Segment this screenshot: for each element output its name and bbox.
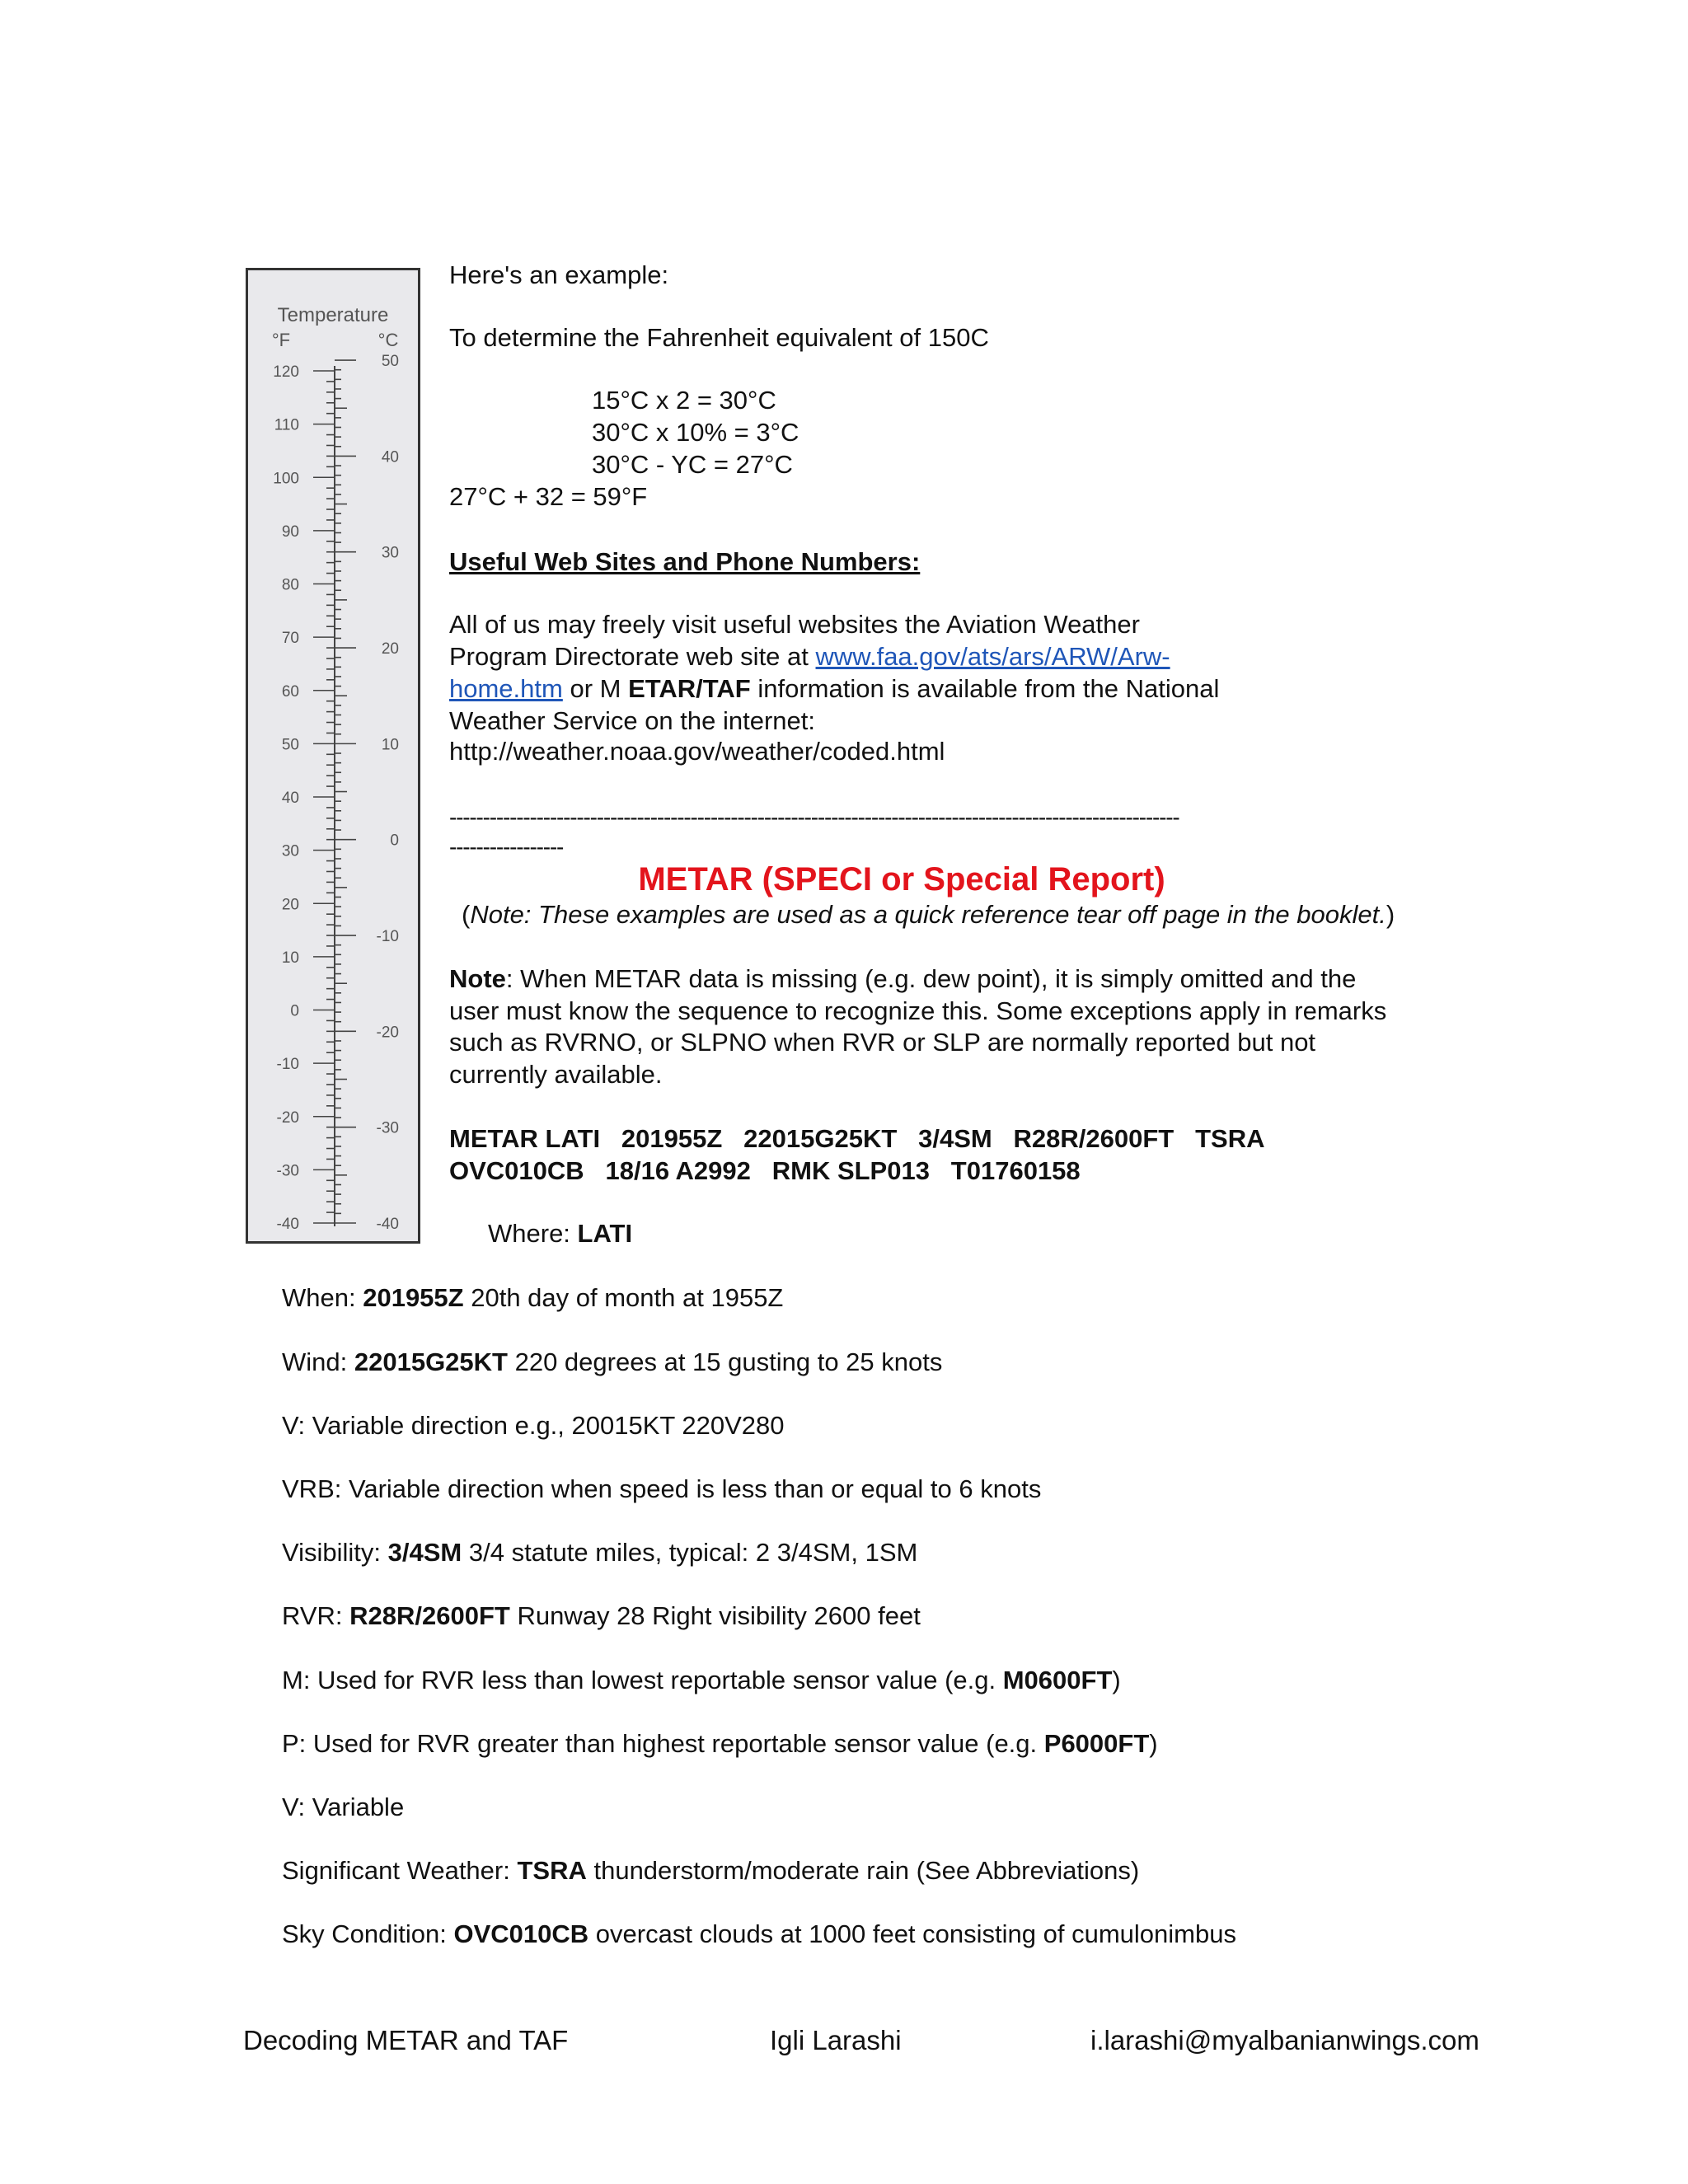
note-paragraph-line-3: such as RVRNO, or SLPNO when RVR or SLP are normally reported but not bbox=[449, 1028, 1316, 1057]
decode-desc: overcast clouds at 1000 feet consisting of cumulonimbus bbox=[588, 1919, 1236, 1948]
decode-tail: ) bbox=[1149, 1729, 1158, 1758]
noaa-url: http://weather.noaa.gov/weather/coded.html bbox=[449, 737, 945, 766]
where-line bbox=[488, 1217, 632, 1250]
decode-code: 22015G25KT bbox=[354, 1347, 508, 1376]
decode-label: Sky Condition: bbox=[282, 1919, 454, 1948]
fahrenheit-tick-label: 70 bbox=[281, 630, 299, 648]
decode-label: P: Used for RVR greater than highest reportable sensor value (e.g. bbox=[282, 1729, 1044, 1758]
separator-line-2: ----------------- bbox=[449, 834, 564, 860]
decode-desc: 3/4 statute miles, typical: 2 3/4SM, 1SM bbox=[462, 1538, 918, 1567]
decode-line bbox=[282, 1791, 404, 1824]
decode-label: When: bbox=[282, 1283, 363, 1312]
decode-line bbox=[282, 1536, 917, 1569]
note-line-1-text: : When METAR data is missing (e.g. dew point), it is simply omitted and the bbox=[505, 964, 1357, 993]
decode-code: OVC010CB bbox=[453, 1919, 589, 1948]
fahrenheit-tick-label: -30 bbox=[276, 1162, 299, 1180]
note-paragraph-line-2: user must know the sequence to recognize this. Some exceptions apply in remarks bbox=[449, 996, 1387, 1025]
fahrenheit-tick-label: -10 bbox=[276, 1056, 299, 1074]
decode-line bbox=[282, 1727, 1158, 1760]
fahrenheit-tick-label: 20 bbox=[281, 896, 299, 914]
decode-code: 3/4SM bbox=[387, 1538, 462, 1567]
calc-line-3: 30°C - YC = 27°C bbox=[592, 450, 793, 479]
decode-label: V: Variable direction e.g., 20015KT 220V280 bbox=[282, 1411, 785, 1440]
fahrenheit-tick-label: 60 bbox=[281, 682, 299, 701]
decode-code: M0600FT bbox=[1002, 1666, 1113, 1694]
fahrenheit-tick-label: 100 bbox=[273, 470, 299, 488]
footer-center: Igli Larashi bbox=[770, 2025, 902, 2055]
fahrenheit-tick-label: 10 bbox=[281, 949, 299, 967]
decode-line bbox=[282, 1854, 1139, 1887]
decode-tail: ) bbox=[1112, 1666, 1121, 1694]
decode-label: Visibility: bbox=[282, 1538, 388, 1567]
websites-heading: Useful Web Sites and Phone Numbers: bbox=[449, 547, 921, 576]
celsius-tick-label: -30 bbox=[376, 1119, 399, 1137]
decode-label: RVR: bbox=[282, 1601, 350, 1630]
metar-title: METAR (SPECI or Special Report) bbox=[638, 861, 1165, 898]
thermometer-title: Temperature bbox=[277, 304, 389, 326]
fahrenheit-tick-label: 120 bbox=[273, 363, 299, 381]
footer-left: Decoding METAR and TAF bbox=[243, 2025, 569, 2055]
faa-link[interactable]: www.faa.gov/ats/ars/ARW/Arw- bbox=[815, 642, 1170, 671]
metar-example-line-2: OVC010CB 18/16 A2992 RMK SLP013 T01760158 bbox=[449, 1156, 1081, 1185]
decode-code: R28R/2600FT bbox=[349, 1601, 510, 1630]
separator-line-1: ------------------------------------------------------------------------------------------------------------- bbox=[449, 804, 1179, 830]
celsius-unit: °C bbox=[377, 330, 399, 350]
celsius-tick-label: 10 bbox=[381, 736, 399, 754]
thermometer-figure bbox=[246, 268, 420, 1244]
decode-line bbox=[282, 1918, 1236, 1951]
decode-code: 201955Z bbox=[363, 1283, 464, 1312]
decode-label: V: Variable bbox=[282, 1793, 405, 1821]
note-open-paren: ( bbox=[462, 900, 471, 929]
note-paragraph-line-1 bbox=[449, 963, 1356, 996]
calc-line-2: 30°C x 10% = 3°C bbox=[592, 418, 799, 447]
celsius-tick-label: -40 bbox=[376, 1216, 399, 1233]
decode-line bbox=[282, 1282, 783, 1315]
websites-line-2-text: Program Directorate web site at bbox=[449, 642, 816, 671]
websites-line-4: Weather Service on the internet: bbox=[449, 706, 816, 735]
decode-desc: thunderstorm/moderate rain (See Abbreviations) bbox=[586, 1856, 1140, 1885]
fahrenheit-tick-label: 30 bbox=[281, 842, 299, 860]
metar-note bbox=[462, 898, 1395, 931]
decode-desc: 20th day of month at 1955Z bbox=[463, 1283, 784, 1312]
calc-line-1: 15°C x 2 = 30°C bbox=[592, 386, 776, 415]
decode-label: Significant Weather: bbox=[282, 1856, 518, 1885]
note-italic-text: Note: These examples are used as a quick reference tear off page in the booklet. bbox=[470, 900, 1386, 929]
determine-line: To determine the Fahrenheit equivalent of 150C bbox=[449, 323, 989, 352]
example-heading: Here's an example: bbox=[449, 260, 669, 289]
fahrenheit-tick-label: 0 bbox=[290, 1002, 299, 1020]
celsius-tick-label: 0 bbox=[390, 832, 399, 850]
where-value: LATI bbox=[577, 1219, 633, 1248]
decode-line bbox=[282, 1346, 942, 1379]
footer-email: i.larashi@myalbanianwings.com bbox=[1090, 2025, 1479, 2055]
decode-desc: 220 degrees at 15 gusting to 25 knots bbox=[507, 1347, 943, 1376]
note-close-paren: ) bbox=[1386, 900, 1395, 929]
fahrenheit-unit: °F bbox=[271, 330, 291, 350]
metar-example-line-1: METAR LATI 201955Z 22015G25KT 3/4SM R28R/2600FT TSRA bbox=[449, 1124, 1265, 1153]
decode-desc: Runway 28 Right visibility 2600 feet bbox=[509, 1601, 921, 1630]
fahrenheit-tick-label: 110 bbox=[274, 416, 299, 434]
decode-line bbox=[282, 1600, 921, 1633]
celsius-tick-label: -20 bbox=[376, 1024, 399, 1042]
celsius-tick-label: 30 bbox=[381, 544, 399, 562]
note-paragraph-line-4: currently available. bbox=[449, 1060, 663, 1089]
decode-code: P6000FT bbox=[1043, 1729, 1150, 1758]
celsius-tick-label: 40 bbox=[381, 448, 399, 466]
fahrenheit-tick-label: 80 bbox=[281, 576, 299, 594]
fahrenheit-tick-label: -40 bbox=[276, 1216, 299, 1233]
decode-code: TSRA bbox=[517, 1856, 587, 1885]
websites-line-3-mid: or M bbox=[562, 674, 629, 703]
celsius-tick-label: 20 bbox=[381, 640, 399, 658]
decode-line bbox=[282, 1409, 785, 1442]
decode-label: M: Used for RVR less than lowest reportable sensor value (e.g. bbox=[282, 1666, 1003, 1694]
fahrenheit-tick-label: 90 bbox=[281, 523, 299, 541]
fahrenheit-tick-label: 40 bbox=[281, 790, 299, 807]
where-label: Where: bbox=[488, 1219, 578, 1248]
fahrenheit-tick-label: -20 bbox=[276, 1108, 299, 1127]
note-label: Note bbox=[449, 964, 506, 993]
metar-taf-bold: ETAR/TAF bbox=[628, 674, 751, 703]
celsius-tick-label: -10 bbox=[376, 928, 399, 946]
thermometer-scale bbox=[248, 270, 418, 1241]
decode-line bbox=[282, 1664, 1121, 1697]
decode-label: Wind: bbox=[282, 1347, 354, 1376]
calc-line-4: 27°C + 32 = 59°F bbox=[449, 482, 648, 511]
decode-line bbox=[282, 1473, 1041, 1506]
websites-line-1: All of us may freely visit useful websites the Aviation Weather bbox=[449, 610, 1140, 639]
faa-link-continued[interactable]: home.htm bbox=[449, 674, 563, 703]
fahrenheit-tick-label: 50 bbox=[281, 736, 299, 754]
decode-label: VRB: Variable direction when speed is less than or equal to 6 knots bbox=[282, 1474, 1042, 1503]
websites-line-3-rest: information is available from the National bbox=[750, 674, 1220, 703]
websites-line-3 bbox=[449, 673, 1219, 705]
celsius-tick-label: 50 bbox=[381, 353, 399, 371]
websites-line-2 bbox=[449, 640, 1170, 673]
